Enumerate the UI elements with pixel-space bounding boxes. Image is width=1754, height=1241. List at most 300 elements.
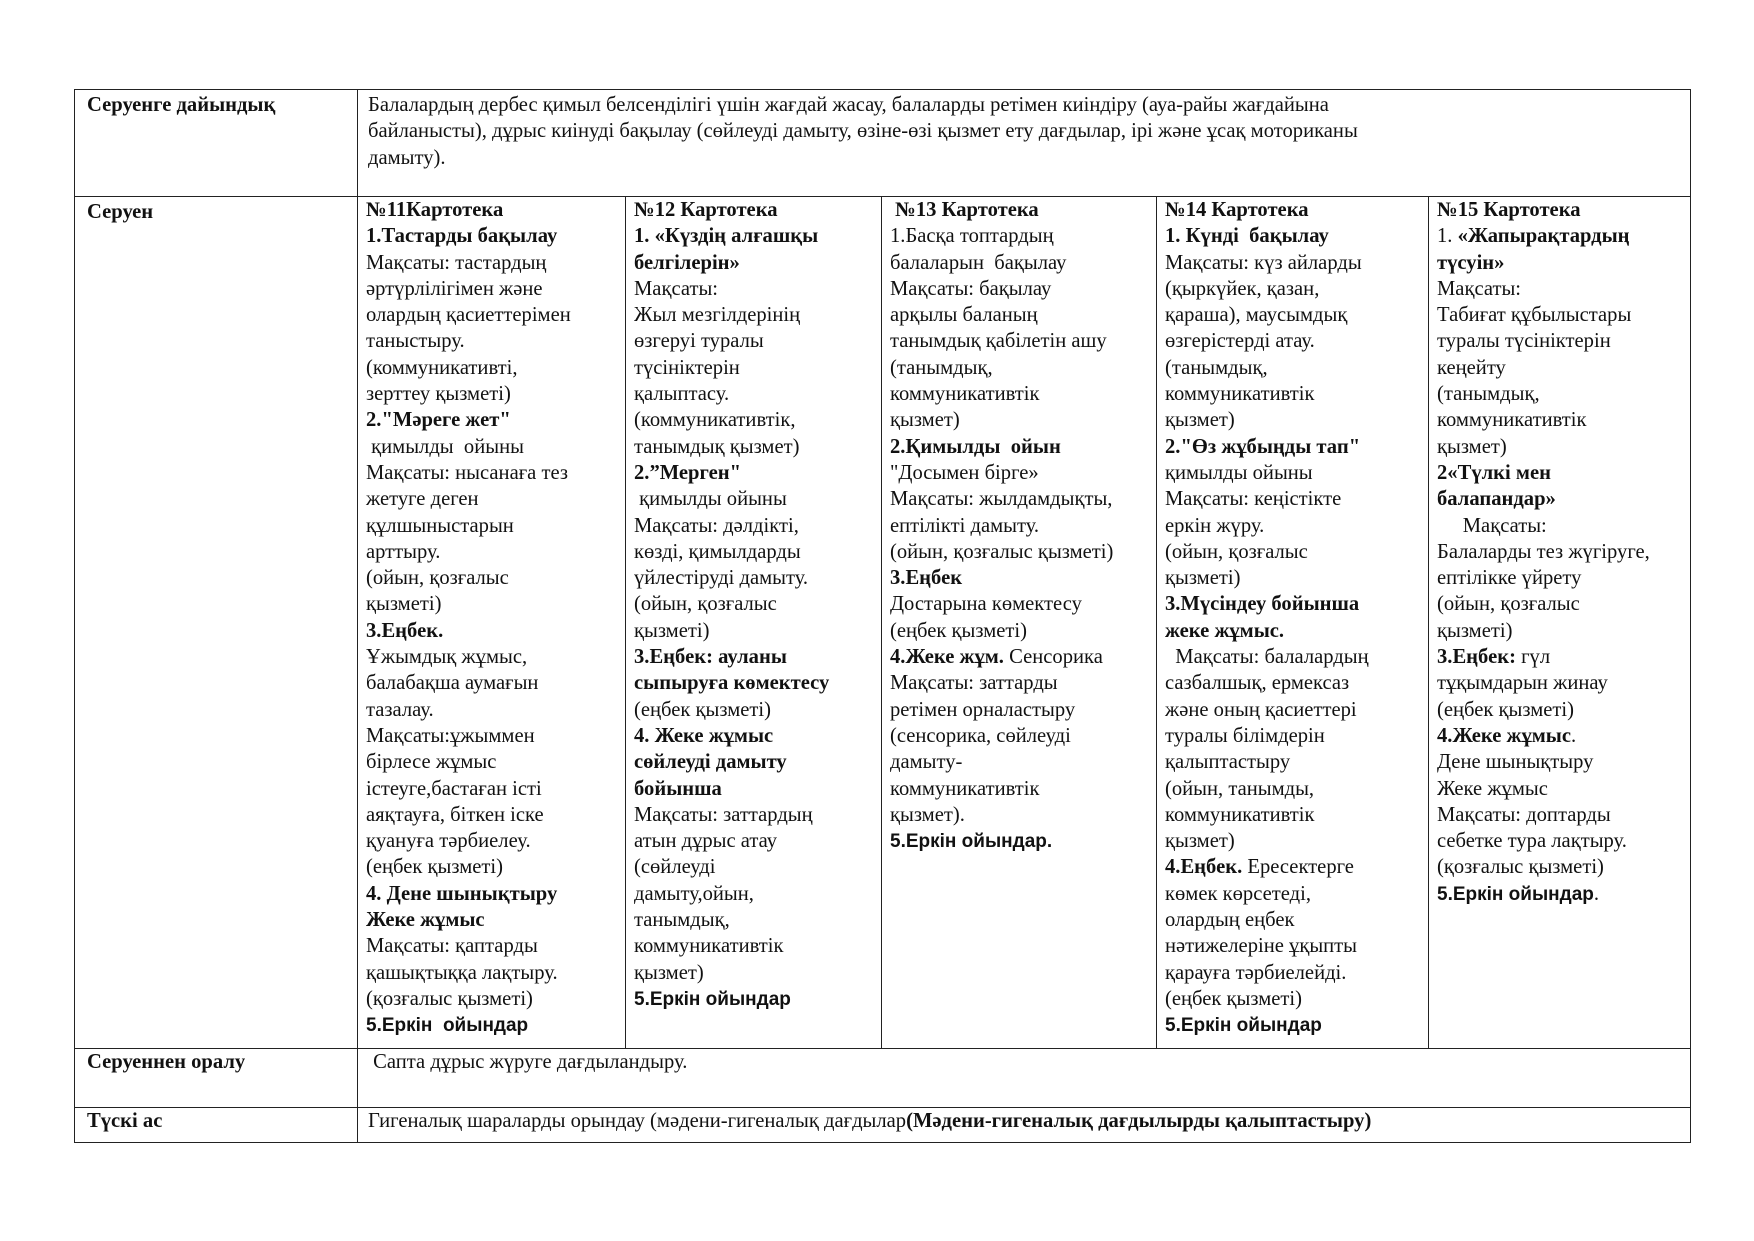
card-line: [890, 381, 1148, 407]
return-label: Серуеннен оралу: [75, 1049, 358, 1108]
card-line: [1165, 486, 1420, 512]
card-line-text: танымдық қызмет): [634, 435, 800, 458]
card-line: [366, 355, 617, 381]
card-line-text: құлшыныстарын: [366, 514, 514, 537]
card-line: [366, 986, 617, 1012]
card-line-text: 4.Жеке жұмыс: [1437, 724, 1572, 747]
plan-sheet: [74, 89, 1690, 1143]
card-line-text: (қозғалыс қызметі): [1437, 856, 1604, 879]
card-line: [366, 723, 617, 749]
card-line: [1437, 250, 1682, 276]
card-line-text: ептілікті дамыту.: [890, 514, 1040, 537]
card-line: [1437, 276, 1682, 302]
card-line: [1437, 407, 1682, 433]
card-line-text: Табиғат құбылыстары: [1437, 304, 1632, 327]
card-line: [634, 276, 873, 302]
card-line-text: қимылды ойыны: [366, 435, 524, 458]
card-line-rest: .: [1593, 882, 1600, 905]
card-line-text: қызметі): [1165, 567, 1241, 590]
preparation-line: байланысты), дұрыс киінуді бақылау (сөйлеуді дамыту, өзіне-өзі қызмет ету дағдылар, ірі және ұсақ моториканы: [368, 120, 1358, 143]
card-line: [366, 223, 617, 249]
card-line: [890, 250, 1148, 276]
card-line: [890, 618, 1148, 644]
card-line: [890, 486, 1148, 512]
preparation-line: Балалардың дербес қимыл белсенділігі үшін жағдай жасау, балаларды ретімен киіндіру (ауа-райы жағдайына: [368, 94, 1329, 116]
card-line-text: қуануға тәрбиелеу.: [366, 830, 531, 853]
preparation-line: дамыту).: [368, 146, 446, 169]
card-line-text: үйлестіруді дамыту.: [634, 567, 809, 590]
card-line: [634, 197, 873, 223]
card-line-text: (сенсорика, сөйлеуді: [890, 724, 1071, 747]
card-line-rest: .: [1571, 724, 1577, 747]
card-line-text: қызметі): [1437, 619, 1513, 642]
card-line-text: Мақсаты: жылдамдықты,: [890, 488, 1113, 511]
card-line-text: өзгерістерді атау.: [1165, 330, 1315, 353]
card-line-text: Мақсаты: дәлдікті,: [634, 514, 799, 537]
card-line-text: №14 Картотека: [1165, 199, 1309, 221]
walk-row: [75, 197, 1691, 1049]
card-line-text: атын дұрыс атау: [634, 830, 778, 853]
card-line-text: балапандар»: [1437, 488, 1556, 511]
card-line-text: Мақсаты:ұжыммен: [366, 724, 535, 747]
card-line: [1437, 197, 1682, 223]
card-line: [366, 749, 617, 775]
card-line-text: Жыл мезгілдерінің: [634, 304, 801, 327]
card-line: [366, 302, 617, 328]
card-line: [366, 591, 617, 617]
card-line-text: 3.Мүсіндеу бойынша: [1165, 593, 1360, 616]
card-line: [366, 697, 617, 723]
preparation-row: [75, 90, 1691, 197]
card-line-text: дамыту-: [890, 751, 963, 774]
card-line: [1165, 276, 1420, 302]
card-line-text: қалыптастыру: [1165, 751, 1291, 774]
card-line-text: 4.Жеке жұм.: [890, 646, 1004, 669]
card-line-text: еркін жүру.: [1165, 514, 1265, 537]
card-line: [366, 618, 617, 644]
card-line-text: қашықтыққа лақтыру.: [366, 961, 558, 984]
card-line: [1165, 749, 1420, 775]
card-line: [366, 644, 617, 670]
card-line: [1437, 381, 1682, 407]
card-line-text: 3.Еңбек: [890, 567, 963, 590]
card-line-text: арқылы баланың: [890, 304, 1038, 327]
card-line-text: Мақсаты: заттардың: [634, 803, 813, 826]
card-line-text: "Досымен бірге»: [890, 461, 1039, 484]
card-line: [890, 434, 1148, 460]
card-line: [1165, 434, 1420, 460]
card-line: [1165, 591, 1420, 617]
card-line: [634, 723, 873, 749]
card-line-text: қызмет): [1165, 409, 1235, 432]
card-line: [890, 644, 1148, 670]
card-line-text: Жеке жұмыс: [1437, 777, 1548, 800]
card-line: [1165, 933, 1420, 959]
card-line: [634, 828, 873, 854]
card-line-text: 5.Еркін ойындар: [1165, 1015, 1322, 1037]
card-line-rest-bold: «Жапырақтардың: [1457, 225, 1630, 248]
card-line-text: коммуникативтік: [634, 935, 784, 958]
card-line: [366, 276, 617, 302]
card-line: [634, 749, 873, 775]
card-line: [366, 933, 617, 959]
card-line-text: Мақсаты:: [634, 277, 719, 300]
card-line-text: 5.Еркін ойындар: [634, 988, 791, 1010]
card-line: [366, 670, 617, 696]
card-line: [366, 854, 617, 880]
card-line: [1165, 381, 1420, 407]
card-line: [1165, 513, 1420, 539]
card-line: [1437, 355, 1682, 381]
card-line-text: (ойын, қозғалыс қызметі): [890, 540, 1114, 563]
return-text-value: Сапта дұрыс жүруге дағдыландыру.: [368, 1051, 688, 1073]
card-line-text: таныстыру.: [366, 330, 465, 353]
card-line-text: 3.Еңбек.: [366, 619, 444, 642]
card-line: [890, 697, 1148, 723]
card-line-text: сөйлеуді дамыту: [634, 751, 787, 774]
card-line-text: 4. Дене шынықтыру: [366, 882, 558, 905]
card-line-text: істеуге,бастаған істі: [366, 777, 542, 800]
card-line: [1165, 776, 1420, 802]
card-line-text: 2«Түлкі мен: [1437, 461, 1551, 484]
card-line: [634, 250, 873, 276]
card-line-text: әртүрлілігімен және: [366, 277, 543, 300]
card-line: [366, 960, 617, 986]
lunch-row: [75, 1108, 1691, 1143]
card-line: [890, 591, 1148, 617]
card-line-text: (коммуникативтік,: [634, 409, 796, 432]
card-line-text: танымдық қабілетін ашу: [890, 330, 1107, 353]
card-line-text: аяқтауға, біткен іске: [366, 803, 544, 826]
card-line: [634, 460, 873, 486]
card-line: [634, 355, 873, 381]
card-line-text: түсуін»: [1437, 251, 1505, 274]
card-line-text: 2.”Мерген": [634, 461, 742, 484]
card-line: [1165, 907, 1420, 933]
card-line: [1437, 513, 1682, 539]
card-line: [366, 434, 617, 460]
card-line: [634, 591, 873, 617]
card-line-text: балабақша аумағын: [366, 672, 539, 695]
card-line-text: 1. «Күздің алғашқы: [634, 225, 819, 248]
card-line: [1437, 749, 1682, 775]
card-line: [366, 328, 617, 354]
card-line: [1165, 565, 1420, 591]
card-line: [1437, 565, 1682, 591]
card-line-text: 5.Еркін ойындар: [366, 1015, 529, 1037]
preparation-label: Серуенге дайындық: [75, 90, 358, 197]
card-line: [366, 197, 617, 223]
card-line: [890, 565, 1148, 591]
card-line-text: 3.Еңбек: ауланы: [634, 646, 787, 669]
card-line: [366, 539, 617, 565]
card-line-text: өзгеруі туралы: [634, 330, 764, 353]
card-line-text: 3.Еңбек:: [1437, 646, 1516, 669]
card-line: [1165, 881, 1420, 907]
card-line: [1165, 644, 1420, 670]
card-15: [1429, 197, 1691, 1049]
card-line-text: 1.: [1437, 225, 1458, 248]
preparation-text: [358, 90, 1691, 197]
card-line-text: арттыру.: [366, 540, 441, 563]
card-line-text: коммуникативтік: [890, 383, 1040, 406]
card-line: [1165, 250, 1420, 276]
card-line: [634, 960, 873, 986]
card-line-text: (қозғалыс қызметі): [366, 987, 533, 1010]
card-line: [634, 302, 873, 328]
card-line: [1165, 986, 1420, 1012]
card-line-text: (танымдық,: [1437, 383, 1540, 406]
card-line-text: қызмет): [890, 409, 960, 432]
card-line-text: олардың қасиеттерімен: [366, 304, 571, 327]
card-line-text: (еңбек қызметі): [890, 619, 1027, 642]
return-text: [358, 1049, 1691, 1108]
card-line-text: олардың еңбек: [1165, 909, 1295, 932]
card-line-text: Дене шынықтыру: [1437, 751, 1594, 774]
card-line: [890, 749, 1148, 775]
card-line-text: Мақсаты: бақылау: [890, 277, 1052, 300]
daily-plan-table: [74, 89, 1691, 1143]
card-line: [1165, 723, 1420, 749]
card-line-text: тұқымдарын жинау: [1437, 672, 1608, 695]
card-line-text: нәтижелеріне ұқыпты: [1165, 935, 1358, 958]
card-line: [366, 828, 617, 854]
card-line-rest: Сенсорика: [1003, 646, 1103, 669]
card-line: [890, 355, 1148, 381]
card-line: [1165, 223, 1420, 249]
card-line: [1165, 1012, 1420, 1039]
card-line: [634, 381, 873, 407]
walk-label: Серуен: [75, 197, 358, 1049]
card-line-text: (ойын, қозғалыс: [1437, 593, 1580, 616]
card-line-text: (қыркүйек, қазан,: [1165, 277, 1320, 300]
card-line: [634, 223, 873, 249]
card-line: [634, 670, 873, 696]
card-line: [1437, 644, 1682, 670]
card-line: [1437, 302, 1682, 328]
card-line-text: 4. Жеке жұмыс: [634, 724, 774, 747]
card-line-text: (коммуникативті,: [366, 356, 518, 379]
card-line-text: Мақсаты: кеңістікте: [1165, 488, 1342, 511]
card-line-text: Балаларды тез жүгіруге,: [1437, 540, 1650, 563]
card-line-rest: Ересектерге: [1242, 856, 1354, 879]
card-line: [1165, 670, 1420, 696]
card-line-text: көмек көрсетеді,: [1165, 882, 1311, 905]
card-line-text: Мақсаты: нысанаға тез: [366, 461, 568, 484]
card-line-text: (еңбек қызметі): [634, 698, 771, 721]
card-line: [634, 565, 873, 591]
card-line-text: 1.Тастарды бақылау: [366, 225, 558, 248]
card-line-text: (танымдық,: [1165, 356, 1268, 379]
card-line-text: коммуникативтік: [1165, 803, 1315, 826]
card-line: [890, 276, 1148, 302]
card-line-text: 2."Мәреге жет": [366, 409, 511, 432]
card-line-text: қызмет): [1437, 435, 1507, 458]
card-line-text: зерттеу қызметі): [366, 383, 511, 406]
card-line-text: ретімен орналастыру: [890, 698, 1076, 721]
card-line: [1165, 802, 1420, 828]
card-line: [366, 565, 617, 591]
card-line: [890, 539, 1148, 565]
card-line: [366, 802, 617, 828]
card-line-text: Мақсаты: тастардың: [366, 251, 547, 274]
lunch-text-bold: (Мәдени-гигеналық дағдылырды қалыптастыру): [906, 1110, 1372, 1132]
lunch-label: Түскі ас: [75, 1108, 358, 1143]
card-line-text: қарауға тәрбиелейді.: [1165, 961, 1347, 984]
card-line: [890, 776, 1148, 802]
card-line-text: коммуникативтік: [1165, 383, 1315, 406]
card-line: [890, 670, 1148, 696]
card-line: [634, 881, 873, 907]
lunch-text: [358, 1108, 1691, 1143]
card-line: [366, 776, 617, 802]
card-line-text: дамыту,ойын,: [634, 882, 754, 905]
card-line-text: ептілікке үйрету: [1437, 567, 1582, 590]
card-line: [634, 434, 873, 460]
return-row: [75, 1049, 1691, 1108]
card-line: [1437, 828, 1682, 854]
card-line-text: Мақсаты: доптарды: [1437, 803, 1611, 826]
card-line-text: туралы білімдерін: [1165, 724, 1325, 747]
card-line-text: Мақсаты: балалардың: [1165, 646, 1369, 669]
card-line: [366, 381, 617, 407]
card-line-text: танымдық,: [634, 909, 730, 932]
card-line: [634, 328, 873, 354]
card-line-text: қызметі): [366, 593, 442, 616]
card-line: [890, 302, 1148, 328]
card-line: [634, 776, 873, 802]
card-line-text: Мақсаты: қаптарды: [366, 935, 538, 958]
card-line-text: 5.Еркін ойындар: [1437, 883, 1594, 905]
card-line-text: түсініктерін: [634, 356, 740, 379]
card-line: [890, 802, 1148, 828]
card-line: [1165, 460, 1420, 486]
card-line: [1165, 854, 1420, 880]
card-line: [890, 223, 1148, 249]
card-line: [366, 460, 617, 486]
card-line-text: 4.Еңбек.: [1165, 856, 1243, 879]
card-line-text: (еңбек қызметі): [1437, 698, 1574, 721]
card-line-text: 5.Еркін ойындар.: [890, 831, 1053, 853]
card-line-text: (еңбек қызметі): [366, 856, 503, 879]
card-line-text: қызмет): [1165, 830, 1235, 853]
card-line-text: (ойын, қозғалыс: [1165, 540, 1308, 563]
card-line: [1165, 302, 1420, 328]
card-line-text: Мақсаты: заттарды: [890, 672, 1058, 695]
card-line-text: коммуникативтік: [1437, 409, 1587, 432]
card-line-text: коммуникативтік: [890, 777, 1040, 800]
card-line-text: сыпыруға көмектесу: [634, 672, 830, 695]
card-line: [890, 407, 1148, 433]
card-line-text: 1.Басқа топтардың: [890, 225, 1054, 248]
card-line-text: (ойын, қозғалыс: [366, 567, 509, 590]
card-line: [1437, 434, 1682, 460]
card-line: [890, 723, 1148, 749]
card-line: [634, 486, 873, 512]
card-line-text: қимылды ойыны: [1165, 461, 1313, 484]
card-line-text: белгілерін»: [634, 251, 740, 274]
card-line: [1437, 776, 1682, 802]
card-line-text: қимылды ойыны: [634, 488, 787, 511]
card-line-text: Мақсаты: күз айларды: [1165, 251, 1362, 274]
card-line: [366, 250, 617, 276]
card-line: [1437, 460, 1682, 486]
card-line: [1165, 960, 1420, 986]
card-line: [1437, 697, 1682, 723]
card-line-text: жетуге деген: [366, 488, 479, 511]
card-line: [890, 197, 1148, 223]
card-line: [366, 513, 617, 539]
card-line-text: кеңейту: [1437, 356, 1506, 379]
card-line: [1437, 723, 1682, 749]
card-line-text: қызмет): [634, 961, 704, 984]
card-line-text: Жеке жұмыс: [366, 909, 485, 932]
card-line: [634, 933, 873, 959]
card-line-text: №15 Картотека: [1437, 199, 1581, 221]
card-line-rest: гүл: [1515, 646, 1551, 669]
card-line-text: тазалау.: [366, 698, 434, 721]
card-line-text: қараша), маусымдық: [1165, 304, 1348, 327]
card-line-text: (танымдық,: [890, 356, 993, 379]
card-line-text: бойынша: [634, 777, 722, 800]
card-line-text: туралы түсініктерін: [1437, 330, 1611, 353]
card-line-text: Мақсаты:: [1437, 514, 1547, 537]
card-line-text: Мақсаты:: [1437, 277, 1522, 300]
card-line: [1437, 223, 1682, 249]
card-line-text: №13 Картотека: [890, 199, 1039, 221]
lunch-text-normal: Гигеналық шараларды орындау (мәдени-гигеналық дағдылар: [368, 1110, 907, 1132]
card-line-text: (сөйлеуді: [634, 856, 716, 879]
card-line: [1437, 618, 1682, 644]
card-line-text: 2."Өз жұбыңды тап": [1165, 435, 1361, 458]
card-line: [1165, 355, 1420, 381]
card-line: [634, 907, 873, 933]
card-line-text: балаларын бақылау: [890, 251, 1067, 274]
card-line: [366, 407, 617, 433]
card-line: [634, 644, 873, 670]
card-line: [1165, 407, 1420, 433]
card-line: [366, 907, 617, 933]
card-line: [634, 539, 873, 565]
card-line-text: бірлесе жұмыс: [366, 751, 497, 774]
card-line-text: және оның қасиеттері: [1165, 698, 1357, 721]
card-line: [1165, 328, 1420, 354]
card-line-text: 2.Қимылды ойын: [890, 435, 1061, 458]
card-line-text: себетке тура лақтыру.: [1437, 830, 1627, 853]
card-line: [1165, 539, 1420, 565]
card-line: [1437, 670, 1682, 696]
card-line: [1437, 802, 1682, 828]
card-line: [634, 802, 873, 828]
card-line: [890, 513, 1148, 539]
card-line-text: №12 Картотека: [634, 199, 778, 221]
card-line: [1437, 854, 1682, 880]
card-line-text: №11Картотека: [366, 199, 504, 221]
card-line: [1165, 697, 1420, 723]
card-line: [1165, 618, 1420, 644]
card-line-text: қызметі): [634, 619, 710, 642]
card-line: [1437, 881, 1682, 908]
card-line: [1165, 197, 1420, 223]
card-line: [366, 1012, 617, 1039]
card-line: [890, 828, 1148, 855]
card-line: [1437, 328, 1682, 354]
card-line: [634, 618, 873, 644]
card-line-text: көзді, қимылдарды: [634, 540, 801, 563]
card-line-text: Ұжымдық жұмыс,: [366, 646, 528, 669]
card-line: [634, 513, 873, 539]
card-line-text: сазбалшық, ермексаз: [1165, 672, 1350, 695]
